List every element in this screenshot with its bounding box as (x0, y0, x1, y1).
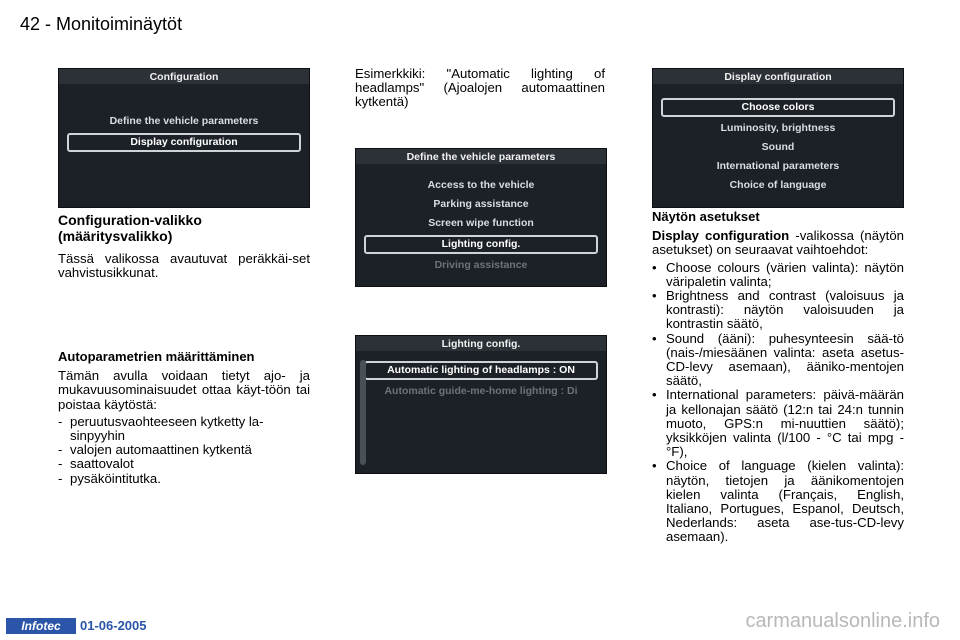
list-marker: - (58, 470, 63, 486)
list-item (58, 415, 310, 443)
list-item (652, 332, 904, 389)
screen-title: Configuration (149, 70, 219, 83)
section-heading: Näytön asetukset (652, 209, 760, 224)
menu-item[interactable]: Access to the vehicle (427, 179, 535, 191)
page-title: 42 - Monitoiminäytöt (20, 14, 183, 34)
display-configuration-screen (652, 68, 904, 208)
screen-title: Define the vehicle parameters (406, 150, 556, 163)
subsection-text: Tämän avulla voidaan tietyt ajo- ja mukavuusominaisuudet ottaa käyt-töön tai poistaa käytöstä: (58, 368, 310, 412)
infotec-logo: Infotec (6, 618, 76, 634)
menu-item[interactable]: Lighting config. (364, 235, 598, 254)
list-marker: • (652, 387, 657, 403)
list-item-text: Choose colours (värien valinta): näytön väripaletin valinta; (666, 259, 904, 289)
subsection-heading: Autoparametrien määrittäminen (58, 349, 255, 364)
screen-menu (356, 164, 606, 275)
list-item (652, 459, 904, 544)
list-item-text: Choice of language (kielen valinta): näytön, tietojen ja äänikomentojen kielen valinta (Français, English, Italiano, Portugues, Espanol, Deutsch, Nederlands: aseta ase-tus-CD-levy asemaan). (666, 458, 904, 545)
lighting-config-screen (355, 335, 607, 474)
menu-item[interactable]: Automatic lighting of headlamps : ON (364, 361, 598, 380)
screen-title-bar (356, 149, 606, 164)
list-marker: • (652, 330, 657, 346)
watermark: carmanualsonline.info (745, 610, 940, 632)
menu-item[interactable]: Sound (761, 141, 795, 153)
list-marker: • (652, 288, 657, 304)
intro-bold: Display configuration (652, 228, 790, 244)
screen-menu (356, 351, 606, 401)
list-item-text: pysäköintitutka. (70, 470, 161, 486)
list-item-text: saattovalot (70, 456, 134, 472)
list-marker: - (58, 442, 63, 458)
list-item (652, 261, 904, 289)
screen-title: Display configuration (724, 70, 832, 83)
example-text: Esimerkkiki: "Automatic lighting of headlamps" (Ajoalojen automaattinen kytkentä) (355, 66, 605, 110)
list-marker: - (58, 456, 63, 472)
list-item (652, 388, 904, 459)
section-heading: Configuration-valikko (määritysvalikko) (58, 212, 202, 244)
screen-menu (653, 84, 903, 195)
col1-text (58, 212, 310, 280)
screen-menu (59, 84, 309, 152)
list-item-text: valojen automaattinen kytkentä (70, 442, 252, 458)
menu-item[interactable]: Choose colors (661, 98, 895, 117)
intro-rest: -valikossa (näytön asetukset) on seuraavat vaihtoehdot: (652, 228, 904, 258)
footer-date: 01-06-2005 (80, 618, 147, 633)
list-marker: - (58, 413, 63, 429)
screen-title: Lighting config. (441, 337, 521, 350)
menu-item[interactable]: Driving assistance (434, 259, 528, 271)
section-intro: Tässä valikossa avautuvat peräkkäi-set vahvistusikkunat. (58, 251, 310, 281)
list-item-text: International parameters: päivä-määrän ja kellonajan säätö (12:n tai 24:n tunnin muoto, GPS:n mi-nuuttien säätö); yksikköjen valinta (l/100 - °C tai mpg - °F), (666, 387, 904, 460)
list-marker: • (652, 259, 657, 275)
parameter-list (58, 415, 310, 486)
screen-title-bar (653, 69, 903, 84)
menu-item[interactable]: Luminosity, brightness (720, 122, 836, 134)
scrollbar-track (360, 360, 366, 465)
list-item-text: Sound (ääni): puhesynteesin sää-tö (nais-/miesäänen valinta: aseta asetus-CD-levy asemaan), ääniko-mentojen säätö, (666, 330, 904, 389)
menu-item[interactable]: Automatic guide-me-home lighting : Di (384, 385, 578, 397)
menu-item[interactable]: International parameters (716, 160, 840, 172)
list-item (58, 457, 310, 471)
screen-title-bar (59, 69, 309, 84)
list-item (58, 472, 310, 486)
configuration-screen (58, 68, 310, 208)
menu-item[interactable]: Choice of language (729, 179, 827, 191)
menu-item[interactable]: Screen wipe function (428, 217, 534, 229)
col1-subsection (58, 350, 310, 486)
list-item (652, 289, 904, 332)
screen-title-bar (356, 336, 606, 351)
list-item (58, 443, 310, 457)
list-item-text: peruutusvaohteeseen kytketty la-sinpyyhin (70, 413, 264, 444)
display-options-list (652, 261, 904, 545)
menu-item[interactable]: Display configuration (67, 133, 301, 152)
list-marker: • (652, 458, 657, 474)
menu-item[interactable]: Define the vehicle parameters (109, 115, 259, 127)
vehicle-parameters-screen (355, 148, 607, 287)
section-intro (652, 229, 904, 257)
menu-item[interactable]: Parking assistance (433, 198, 529, 210)
list-item-text: Brightness and contrast (valoisuus ja kontrasti): näytön valoisuuden ja kontrastin säätö, (666, 288, 904, 332)
col3-text (652, 210, 904, 545)
